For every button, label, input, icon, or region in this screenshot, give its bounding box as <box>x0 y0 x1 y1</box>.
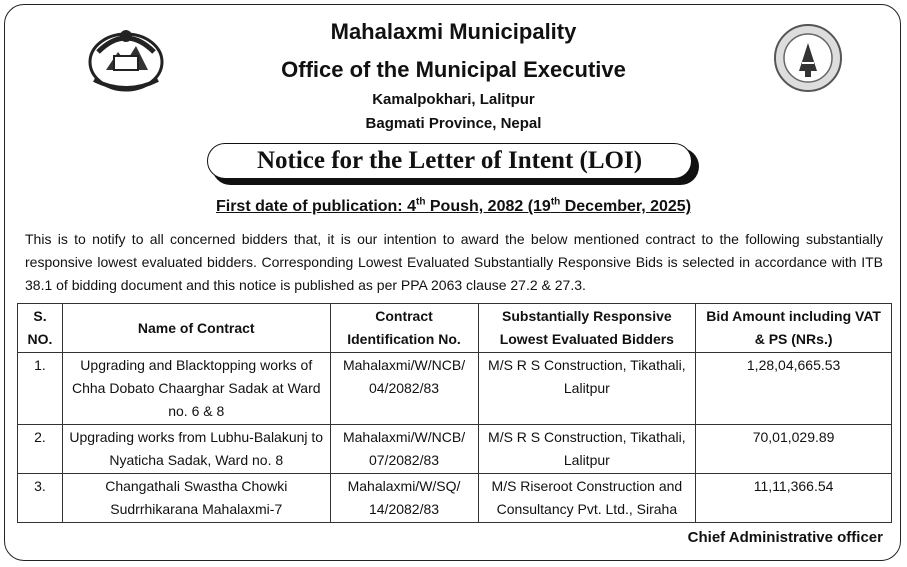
table-header-row <box>18 304 892 353</box>
office-name: Office of the Municipal Executive <box>281 57 626 82</box>
column-header: Contract Identification No. <box>330 304 478 353</box>
contract-name: Changathali Swastha Chowki Sudrrhikarana Mahalaxmi-7 <box>62 474 330 523</box>
bid-amount: 1,28,04,665.53 <box>696 353 892 425</box>
contract-id: Mahalaxmi/W/NCB/ 07/2082/83 <box>330 425 478 474</box>
column-header: Bid Amount including VAT & PS (NRs.) <box>696 304 892 353</box>
table-row <box>18 353 892 425</box>
notice-title: Notice for the Letter of Intent (LOI) <box>207 143 692 179</box>
serial-number: 2. <box>18 425 63 474</box>
signature-title: Chief Administrative officer <box>687 529 883 546</box>
bidder-name: M/S R S Construction, Tikathali, Lalitpur <box>478 425 696 474</box>
contracts-table <box>17 303 892 523</box>
address-line-1: Kamalpokhari, Lalitpur <box>372 91 535 108</box>
serial-number: 1. <box>18 353 63 425</box>
contract-name: Upgrading works from Lubhu-Balakunj to Nyaticha Sadak, Ward no. 8 <box>62 425 330 474</box>
publication-date: First date of publication: 4th Poush, 2082 (19th December, 2025) <box>215 197 692 216</box>
contract-name: Upgrading and Blacktopping works of Chha Dobato Chaarghar Sadak at Ward no. 6 & 8 <box>62 353 330 425</box>
municipality-name: Mahalaxmi Municipality <box>330 19 577 44</box>
bid-amount: 11,11,366.54 <box>696 474 892 523</box>
table-row <box>18 474 892 523</box>
address-line-2: Bagmati Province, Nepal <box>365 115 542 132</box>
bidder-name: M/S R S Construction, Tikathali, Lalitpur <box>478 353 696 425</box>
column-header: S. NO. <box>18 304 63 353</box>
serial-number: 3. <box>18 474 63 523</box>
column-header: Substantially Responsive Lowest Evaluated Bidders <box>478 304 696 353</box>
column-header: Name of Contract <box>62 304 330 353</box>
bid-amount: 70,01,029.89 <box>696 425 892 474</box>
contract-id: Mahalaxmi/W/NCB/ 04/2082/83 <box>330 353 478 425</box>
notice-paragraph: This is to notify to all concerned bidders that, it is our intention to award the below mentioned contract to the following substantially responsive lowest evaluated bidders. Corresponding Lowest Evaluated Substantially Responsive Bids is selected in accordance with ITB 38.1 of bidding document and this notice is published as per PPA 2063 clause 27.2 & 27.3. <box>25 231 883 293</box>
table-row <box>18 425 892 474</box>
contract-id: Mahalaxmi/W/SQ/ 14/2082/83 <box>330 474 478 523</box>
bidder-name: M/S Riseroot Construction and Consultancy Pvt. Ltd., Siraha <box>478 474 696 523</box>
